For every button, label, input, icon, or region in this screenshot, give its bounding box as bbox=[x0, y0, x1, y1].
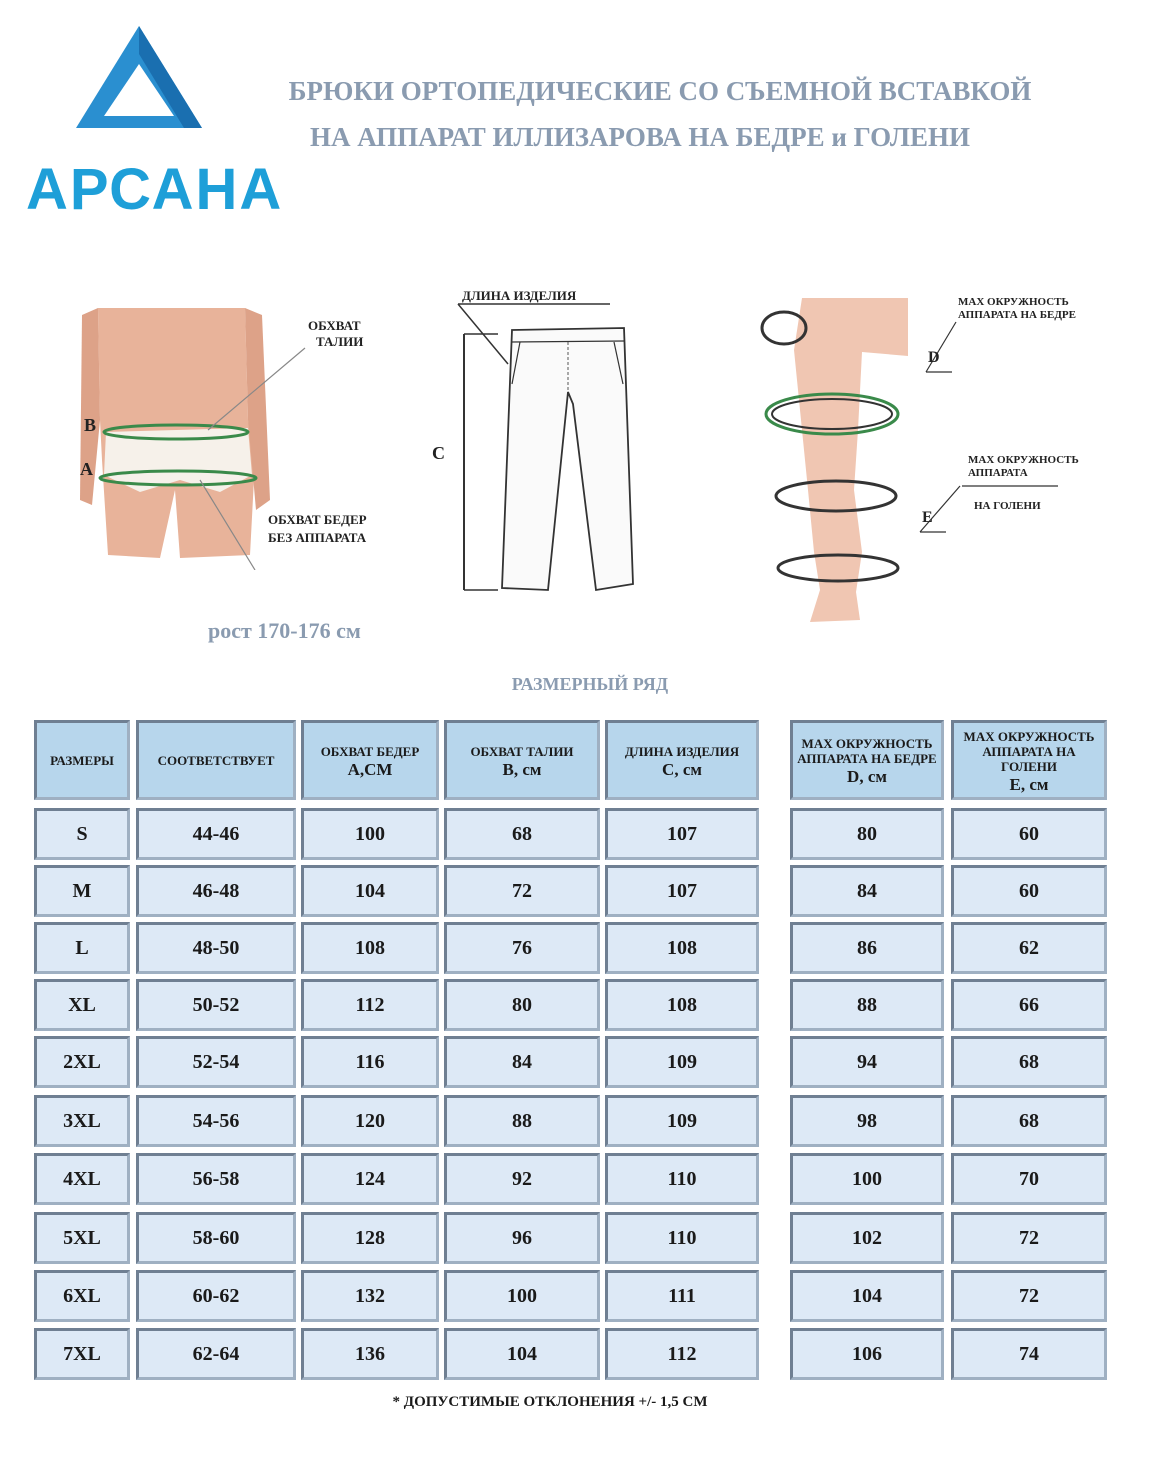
table-cell: 124 bbox=[301, 1153, 439, 1205]
table-cell: 86 bbox=[790, 922, 944, 974]
table-cell: 80 bbox=[790, 808, 944, 860]
table-cell: 68 bbox=[951, 1036, 1107, 1088]
pants-illustration bbox=[428, 284, 658, 604]
table-cell: 72 bbox=[951, 1270, 1107, 1322]
table-cell: 54-56 bbox=[136, 1095, 296, 1147]
table-cell: 60-62 bbox=[136, 1270, 296, 1322]
table-cell: 94 bbox=[790, 1036, 944, 1088]
size-cell: M bbox=[34, 865, 130, 917]
table-header-cell bbox=[34, 720, 130, 800]
table-cell: 100 bbox=[790, 1153, 944, 1205]
header-unit: E, см bbox=[1009, 774, 1049, 794]
table-cell: 66 bbox=[951, 979, 1107, 1031]
hips-label-2: БЕЗ АППАРАТА bbox=[268, 530, 367, 545]
table-cell: 72 bbox=[444, 865, 600, 917]
table-cell: 108 bbox=[301, 922, 439, 974]
table-cell: 44-46 bbox=[136, 808, 296, 860]
header-unit: D, см bbox=[847, 767, 887, 786]
size-cell: 7XL bbox=[34, 1328, 130, 1380]
page-title-line-2: НА АППАРАТ ИЛЛИЗАРОВА НА БЕДРЕ и ГОЛЕНИ bbox=[310, 122, 970, 152]
table-cell: 60 bbox=[951, 865, 1107, 917]
leg-figure bbox=[750, 290, 1100, 635]
page-title-line-1: БРЮКИ ОРТОПЕДИЧЕСКИЕ СО СЪЕМНОЙ ВСТАВКОЙ bbox=[288, 76, 1032, 106]
triangle-logo-icon bbox=[74, 24, 204, 134]
height-note: рост 170-176 см bbox=[208, 618, 361, 643]
header-label: МАХ ОКРУЖНОСТЬ АППАРАТА НА ГОЛЕНИ bbox=[963, 728, 1095, 774]
pants-figure bbox=[428, 284, 658, 604]
table-cell: 48-50 bbox=[136, 922, 296, 974]
table-cell: 96 bbox=[444, 1212, 600, 1264]
header-unit: A,СМ bbox=[347, 759, 393, 779]
table-cell: 109 bbox=[605, 1036, 759, 1088]
shin-label-2: АППАРАТА bbox=[968, 467, 1028, 479]
brand-logo bbox=[26, 24, 284, 222]
thigh-label-1: МАХ ОКРУЖНОСТЬ bbox=[958, 296, 1069, 308]
footnote: * ДОПУСТИМЫЕ ОТКЛОНЕНИЯ +/- 1,5 СМ bbox=[392, 1394, 708, 1410]
torso-figure bbox=[80, 300, 400, 570]
table-cell: 60 bbox=[951, 808, 1107, 860]
letter-b: B bbox=[84, 415, 97, 435]
table-cell: 68 bbox=[951, 1095, 1107, 1147]
table-cell: 76 bbox=[444, 922, 600, 974]
size-cell: 3XL bbox=[34, 1095, 130, 1147]
table-cell: 107 bbox=[605, 808, 759, 860]
table-cell: 58-60 bbox=[136, 1212, 296, 1264]
letter-e: E bbox=[922, 509, 933, 526]
table-cell: 88 bbox=[444, 1095, 600, 1147]
size-range-title: РАЗМЕРНЫЙ РЯД bbox=[511, 674, 669, 694]
size-cell: 4XL bbox=[34, 1153, 130, 1205]
header-unit: С, см bbox=[662, 759, 702, 779]
table-header-cell bbox=[301, 720, 439, 800]
letter-d: D bbox=[928, 349, 940, 366]
waist-label-1: ОБХВАТ bbox=[308, 318, 361, 333]
shin-label-3: НА ГОЛЕНИ bbox=[974, 500, 1041, 512]
table-cell: 84 bbox=[790, 865, 944, 917]
table-cell: 104 bbox=[301, 865, 439, 917]
size-cell: L bbox=[34, 922, 130, 974]
table-cell: 136 bbox=[301, 1328, 439, 1380]
table-cell: 74 bbox=[951, 1328, 1107, 1380]
table-cell: 62-64 bbox=[136, 1328, 296, 1380]
table-cell: 110 bbox=[605, 1153, 759, 1205]
table-cell: 92 bbox=[444, 1153, 600, 1205]
waist-label-2: ТАЛИИ bbox=[316, 334, 364, 349]
table-cell: 111 bbox=[605, 1270, 759, 1322]
table-cell: 132 bbox=[301, 1270, 439, 1322]
table-cell: 46-48 bbox=[136, 865, 296, 917]
table-cell: 70 bbox=[951, 1153, 1107, 1205]
table-cell: 120 bbox=[301, 1095, 439, 1147]
table-cell: 116 bbox=[301, 1036, 439, 1088]
table-header-cell bbox=[605, 720, 759, 800]
table-cell: 88 bbox=[790, 979, 944, 1031]
hips-label-1: ОБХВАТ БЕДЕР bbox=[268, 512, 367, 527]
table-cell: 68 bbox=[444, 808, 600, 860]
size-cell: XL bbox=[34, 979, 130, 1031]
thigh-label-2: АППАРАТА НА БЕДРЕ bbox=[958, 309, 1076, 321]
table-cell: 108 bbox=[605, 922, 759, 974]
table-cell: 112 bbox=[605, 1328, 759, 1380]
table-cell: 100 bbox=[301, 808, 439, 860]
table-cell: 102 bbox=[790, 1212, 944, 1264]
header-label: ОБХВАТ БЕДЕР bbox=[320, 743, 420, 759]
size-cell: 6XL bbox=[34, 1270, 130, 1322]
shin-label-1: МАХ ОКРУЖНОСТЬ bbox=[968, 454, 1079, 466]
table-cell: 56-58 bbox=[136, 1153, 296, 1205]
header-label: МАХ ОКРУЖНОСТЬ АППАРАТА НА БЕДРЕ bbox=[797, 736, 937, 766]
table-header-cell bbox=[790, 720, 944, 800]
length-label: ДЛИНА ИЗДЕЛИЯ bbox=[462, 288, 577, 303]
table-cell: 50-52 bbox=[136, 979, 296, 1031]
table-cell: 109 bbox=[605, 1095, 759, 1147]
brand-name: АРСАНА bbox=[26, 157, 284, 222]
letter-c: C bbox=[432, 443, 445, 463]
table-cell: 84 bbox=[444, 1036, 600, 1088]
header-label: ОБХВАТ ТАЛИИ bbox=[470, 743, 574, 759]
table-cell: 100 bbox=[444, 1270, 600, 1322]
size-cell: S bbox=[34, 808, 130, 860]
table-cell: 128 bbox=[301, 1212, 439, 1264]
table-cell: 107 bbox=[605, 865, 759, 917]
table-cell: 72 bbox=[951, 1212, 1107, 1264]
table-cell: 104 bbox=[790, 1270, 944, 1322]
table-cell: 108 bbox=[605, 979, 759, 1031]
table-header-cell bbox=[136, 720, 296, 800]
table-cell: 106 bbox=[790, 1328, 944, 1380]
size-cell: 5XL bbox=[34, 1212, 130, 1264]
header-label: РАЗМЕРЫ bbox=[50, 752, 114, 768]
table-cell: 62 bbox=[951, 922, 1107, 974]
size-cell: 2XL bbox=[34, 1036, 130, 1088]
header-label: СООТВЕТСТВУЕТ bbox=[157, 752, 275, 768]
table-header-cell bbox=[444, 720, 600, 800]
table-cell: 80 bbox=[444, 979, 600, 1031]
table-cell: 112 bbox=[301, 979, 439, 1031]
letter-a: A bbox=[80, 459, 93, 479]
header-unit: B, см bbox=[502, 759, 542, 779]
table-cell: 110 bbox=[605, 1212, 759, 1264]
header-label: ДЛИНА ИЗДЕЛИЯ bbox=[624, 743, 740, 759]
table-cell: 104 bbox=[444, 1328, 600, 1380]
table-header-cell bbox=[951, 720, 1107, 800]
table-cell: 52-54 bbox=[136, 1036, 296, 1088]
table-cell: 98 bbox=[790, 1095, 944, 1147]
